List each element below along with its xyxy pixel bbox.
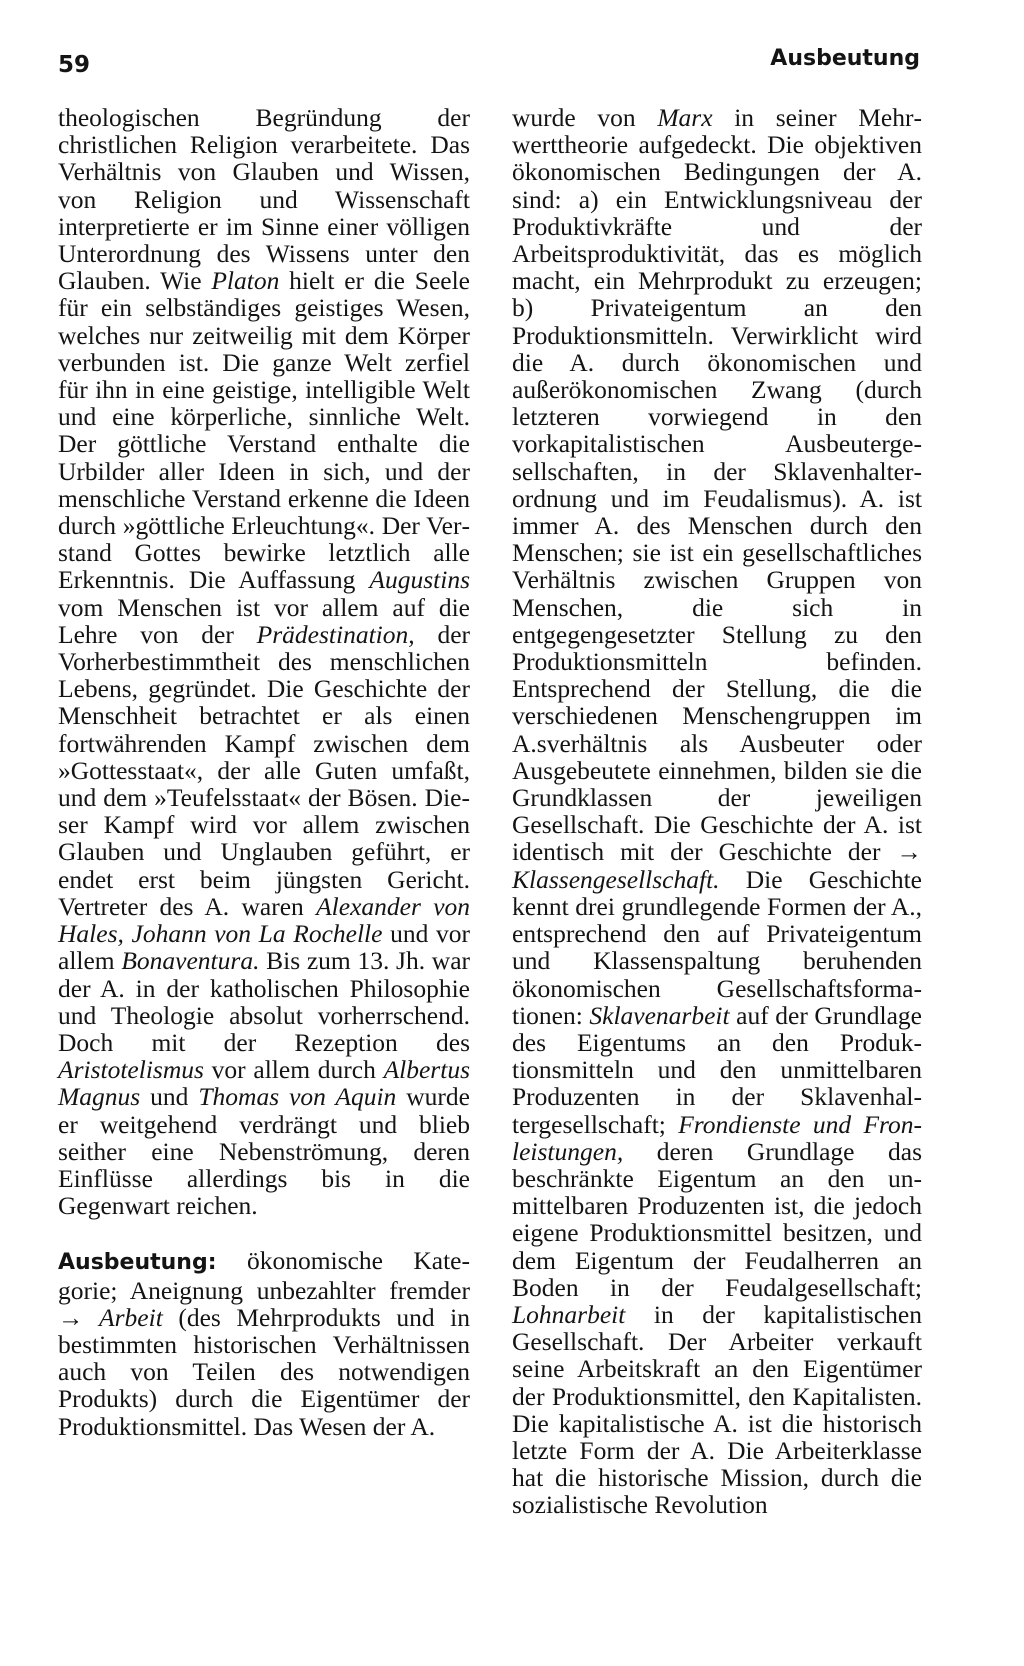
name-reference: Platon [211, 266, 280, 296]
text-run: hielt er die Seele für ein selbständiges geistiges Wesen, welches nur zeitweilig mit dem Körper verbunden ist. Die ganze Welt zerfiel für ihn in eine geistige, intelligible Welt und eine körperliche, sinnliche Welt. Der göttliche Verstand enthalte die Urbilder aller Ideen in sich, und der menschliche Verstand erkenne die Ideen durch »göttliche Erleuchtung«. Der Verstand Gottes bewirke letztlich alle Erkenntnis. Die Auffassung [58, 266, 470, 595]
name-reference: Albertus Magnus [58, 1055, 470, 1112]
text-run: Bis zum 13. Jh. war der A. in der katholischen Philosophie und Theologie absolut vorherrschend. Doch mit der Rezeption des [58, 946, 470, 1057]
text-run: und [140, 1082, 199, 1112]
cross-reference: Arbeit [99, 1302, 163, 1332]
entry-headword: Ausbeutung: [58, 1250, 217, 1276]
text-run: deren Grundlage das beschränkte Eigentum an den unmittelbaren Produzenten ist, die jedoch eigene Produktionsmittel besitzen, und dem Eigentum der Feudalherren an Boden in der Feudalgesellschaft; [512, 1136, 922, 1302]
entry-ausbeutung-continued [512, 104, 922, 1519]
name-reference: Alexander von Hales, Johann von La Rochelle [58, 891, 471, 949]
text-run: der Vorherbestimmtheit des menschlichen Lebens, gegründet. Die Geschichte der Menschheit betrachtet er als einen fortwährenden Kampf zwischen dem »Gottesstaat«, der alle Guten umfaßt, und dem »Teufelsstaat« der Bösen. Dieser Kampf wird vor allem zwischen Glauben und Unglauben geführt, er endet erst beim jüngsten Gericht. Vertreter des A. waren [58, 619, 471, 921]
name-reference: Augustins [369, 565, 470, 595]
left-column [58, 104, 470, 1440]
text-run: Die Geschichte kennt drei grundlegende Formen der A., entsprechend den auf Privateigentum und Klassenspaltung beruhenden ökonomischen Gesellschaftsformationen: [512, 864, 922, 1030]
cross-reference: Lohnarbeit [512, 1299, 626, 1329]
cross-reference: Sklavenarbeit [589, 1000, 730, 1030]
cross-reference: Prädestination, [256, 619, 415, 649]
text-run: in seiner Mehrwerttheorie aufgedeckt. Die objektiven ökonomischen Bedingungen der A. sind: a) ein Entwicklungsniveau der Produktivkräfte und der Arbeitsproduktivität, das es möglich macht, ein Mehrprodukt zu erzeugen; b) Privateigentum an den Produktionsmitteln. Verwirklicht wird die A. durch ökonomischen und außerökonomischen Zwang (durch letzteren vorwiegend in den vorkapitalistischen Ausbeutergesellschaften, in der Sklavenhalterordnung und im Feudalismus). A. ist immer A. des Menschen durch den Menschen; sie ist ein gesellschaftliches Verhältnis zwischen Gruppen von Menschen, die sich in entgegengesetzter Stellung zu den Produktionsmitteln befinden. Entsprechend der Stellung, die die verschiedenen Menschengruppen im A.sverhältnis als Ausbeuter oder Ausgebeutete einnehmen, bilden sie die Grundklassen der jeweiligen Gesellschaft. Die Geschichte der A. ist identisch mit der Geschichte der → [512, 103, 922, 867]
text-run: auf der Grundlage des Eigentums an den Produktionsmitteln und den unmittelbaren Produzenten in der Sklavenhaltergesellschaft; [512, 1000, 923, 1139]
cross-reference: Aristotelismus [58, 1055, 204, 1085]
text-run: (des Mehrprodukts und in bestimmten historischen Verhältnissen auch von Teilen des notwendigen Produkts) durch die Eigentümer der Produktionsmittel. Das Wesen der A. [58, 1302, 470, 1441]
name-reference: Thomas von Aquin [198, 1082, 397, 1112]
text-run: ökonomische Kategorie; Aneignung unbezahlter fremder → [58, 1246, 470, 1332]
page-number: 59 [58, 52, 91, 78]
paragraph-augustinismus-continued [58, 104, 470, 1219]
name-reference: Bonaventura. [121, 946, 260, 976]
text-run: wurde er weitgehend verdrängt und blieb seither eine Nebenströmung, deren Einflüsse allerdings bis in die Gegenwart reichen. [58, 1082, 470, 1221]
text-run: theologischen Begründung der christlichen Religion verarbeitete. Das Verhältnis von Glauben und Wissen, von Religion und Wissenschaft interpretierte er im Sinne einer völligen Unterordnung des Wissens unter den Glauben. Wie [58, 103, 470, 296]
text-run: vor allem durch [203, 1055, 384, 1085]
cross-reference: Frondienste und Fronleistungen, [512, 1109, 922, 1166]
running-head: Ausbeutung [770, 46, 920, 71]
text-run: wurde von [512, 103, 658, 132]
text-run: in der kapitalistischen Gesellschaft. Der Arbeiter verkauft seine Arbeitskraft an den Eigentümer der Produktionsmittel, den Kapitalisten. Die kapitalistische A. ist die historisch letzte Form der A. Die Arbeiterklasse hat die historische Mission, durch die sozialistische Revolution [512, 1299, 922, 1520]
name-reference: Marx [657, 103, 713, 132]
cross-reference: Klassengesellschaft. [512, 864, 720, 894]
text-run: und vor allem [58, 919, 470, 976]
text-run: vom Menschen ist vor allem auf die Lehre von der [58, 592, 470, 649]
entry-ausbeutung [58, 1247, 470, 1439]
right-column [512, 104, 922, 1519]
